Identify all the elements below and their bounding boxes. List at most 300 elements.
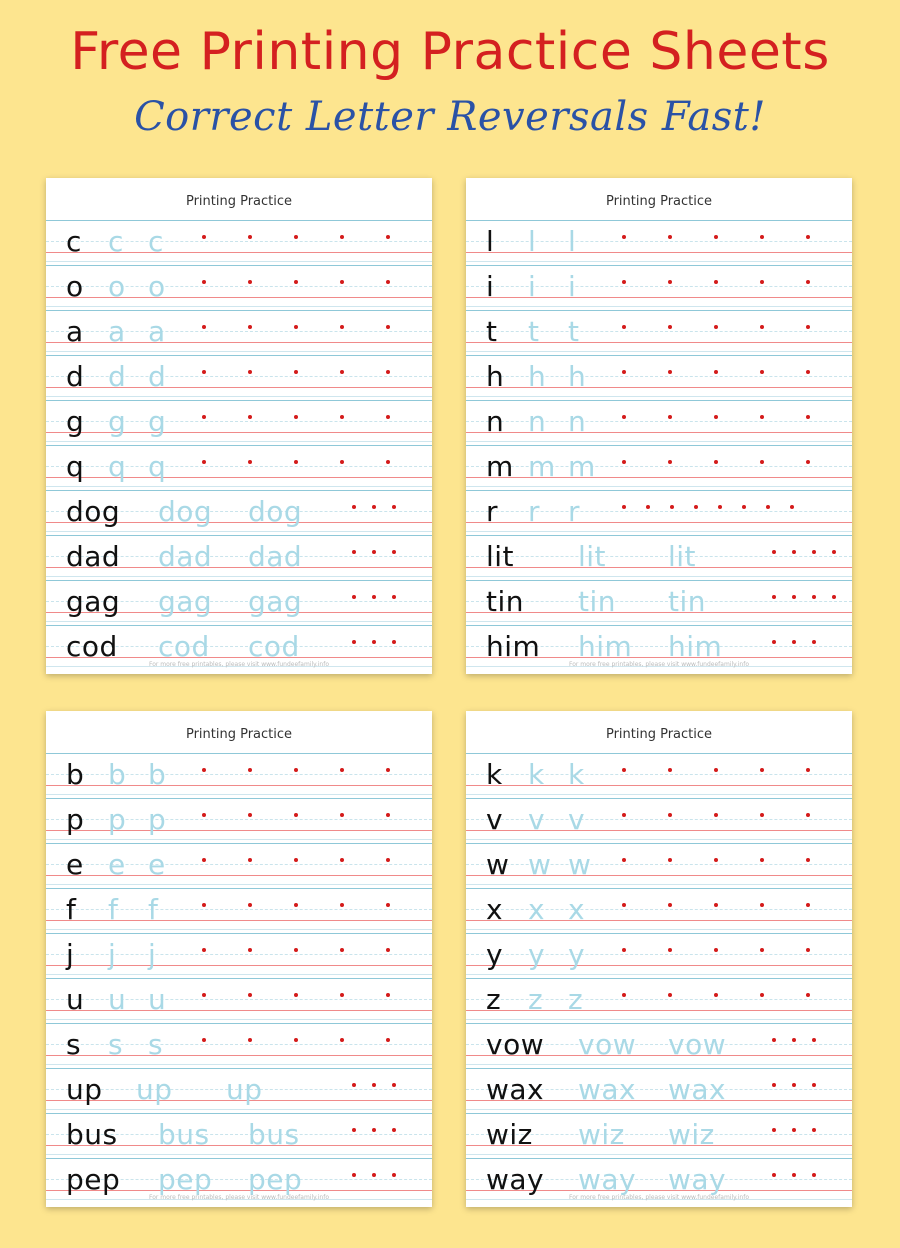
guide-line bbox=[46, 220, 432, 221]
start-dot bbox=[714, 280, 718, 284]
practice-row bbox=[466, 220, 852, 265]
model-letters: t bbox=[486, 315, 498, 348]
practice-row bbox=[466, 310, 852, 355]
guide-line bbox=[46, 241, 432, 242]
start-dot bbox=[248, 325, 252, 329]
trace-letters: p bbox=[108, 803, 127, 836]
practice-sheet bbox=[46, 711, 432, 1207]
start-dot bbox=[772, 1038, 776, 1042]
guide-line bbox=[46, 864, 432, 865]
start-dot bbox=[372, 1083, 376, 1087]
guide-line bbox=[466, 567, 852, 568]
start-dot bbox=[812, 550, 816, 554]
guide-line bbox=[46, 974, 432, 975]
start-dot bbox=[352, 550, 356, 554]
start-dot bbox=[202, 993, 206, 997]
guide-line bbox=[466, 625, 852, 626]
start-dot bbox=[392, 1173, 396, 1177]
start-dot bbox=[622, 370, 626, 374]
practice-row bbox=[46, 978, 432, 1023]
practice-sheet bbox=[466, 711, 852, 1207]
guide-line bbox=[46, 830, 432, 831]
trace-letters: w bbox=[528, 848, 552, 881]
guide-line bbox=[466, 830, 852, 831]
start-dot bbox=[668, 948, 672, 952]
model-letters: dad bbox=[66, 540, 121, 573]
model-letters: up bbox=[66, 1073, 103, 1106]
model-letters: cod bbox=[66, 630, 118, 663]
guide-line bbox=[46, 1055, 432, 1056]
guide-line bbox=[46, 355, 432, 356]
start-dot bbox=[392, 1083, 396, 1087]
guide-line bbox=[466, 774, 852, 775]
trace-letters: i bbox=[568, 270, 577, 303]
start-dot bbox=[352, 595, 356, 599]
guide-line bbox=[466, 1113, 852, 1114]
start-dot bbox=[386, 235, 390, 239]
start-dot bbox=[668, 813, 672, 817]
model-letters: q bbox=[66, 450, 85, 483]
guide-line bbox=[46, 625, 432, 626]
start-dot bbox=[668, 993, 672, 997]
start-dot bbox=[668, 460, 672, 464]
start-dot bbox=[622, 235, 626, 239]
guide-line bbox=[466, 466, 852, 467]
guide-line bbox=[466, 421, 852, 422]
start-dot bbox=[760, 903, 764, 907]
model-letters: y bbox=[486, 938, 504, 971]
start-dot bbox=[760, 858, 764, 862]
start-dot bbox=[392, 640, 396, 644]
start-dot bbox=[372, 640, 376, 644]
start-dot bbox=[202, 768, 206, 772]
guide-line bbox=[466, 241, 852, 242]
start-dot bbox=[340, 325, 344, 329]
model-letters: f bbox=[66, 893, 77, 926]
start-dot bbox=[340, 460, 344, 464]
start-dot bbox=[760, 948, 764, 952]
guide-line bbox=[46, 1158, 432, 1159]
start-dot bbox=[792, 1128, 796, 1132]
start-dot bbox=[248, 370, 252, 374]
guide-line bbox=[466, 387, 852, 388]
start-dot bbox=[622, 460, 626, 464]
start-dot bbox=[792, 640, 796, 644]
model-letters: wiz bbox=[486, 1118, 533, 1151]
start-dot bbox=[248, 903, 252, 907]
guide-line bbox=[466, 576, 852, 577]
start-dot bbox=[294, 768, 298, 772]
start-dot bbox=[248, 1038, 252, 1042]
start-dot bbox=[622, 858, 626, 862]
guide-line bbox=[46, 888, 432, 889]
guide-line bbox=[46, 1064, 432, 1065]
start-dot bbox=[668, 903, 672, 907]
model-letters: s bbox=[66, 1028, 82, 1061]
start-dot bbox=[668, 235, 672, 239]
guide-line bbox=[466, 351, 852, 352]
guide-line bbox=[46, 342, 432, 343]
guide-line bbox=[466, 522, 852, 523]
guide-line bbox=[46, 261, 432, 262]
guide-line bbox=[466, 445, 852, 446]
start-dot bbox=[202, 858, 206, 862]
practice-row bbox=[46, 310, 432, 355]
guide-line bbox=[46, 297, 432, 298]
trace-letters: r bbox=[528, 495, 541, 528]
model-letters: w bbox=[486, 848, 510, 881]
model-letters: d bbox=[66, 360, 85, 393]
trace-letters: b bbox=[108, 758, 127, 791]
start-dot bbox=[668, 280, 672, 284]
start-dot bbox=[340, 768, 344, 772]
guide-line bbox=[46, 286, 432, 287]
guide-line bbox=[466, 1010, 852, 1011]
guide-line bbox=[46, 400, 432, 401]
practice-row bbox=[46, 798, 432, 843]
guide-line bbox=[46, 580, 432, 581]
trace-letters: wax bbox=[668, 1073, 727, 1106]
start-dot bbox=[294, 948, 298, 952]
start-dot bbox=[622, 325, 626, 329]
start-dot bbox=[386, 1038, 390, 1042]
start-dot bbox=[806, 415, 810, 419]
start-dot bbox=[294, 415, 298, 419]
trace-letters: y bbox=[528, 938, 546, 971]
model-letters: c bbox=[66, 225, 82, 258]
guide-line bbox=[466, 1068, 852, 1069]
start-dot bbox=[202, 948, 206, 952]
model-letters: j bbox=[66, 938, 75, 971]
start-dot bbox=[294, 370, 298, 374]
guide-line bbox=[466, 884, 852, 885]
trace-letters: f bbox=[108, 893, 119, 926]
start-dot bbox=[760, 325, 764, 329]
start-dot bbox=[622, 948, 626, 952]
trace-letters: j bbox=[148, 938, 157, 971]
practice-row bbox=[46, 220, 432, 265]
sheet-footer: For more free printables, please visit www.fundeefamily.info bbox=[149, 1194, 329, 1201]
practice-row bbox=[46, 535, 432, 580]
trace-letters: tin bbox=[578, 585, 617, 618]
guide-line bbox=[46, 1109, 432, 1110]
start-dot bbox=[202, 903, 206, 907]
trace-letters: d bbox=[108, 360, 127, 393]
start-dot bbox=[766, 505, 770, 509]
start-dot bbox=[812, 1128, 816, 1132]
start-dot bbox=[248, 280, 252, 284]
guide-line bbox=[46, 839, 432, 840]
practice-row bbox=[466, 400, 852, 445]
model-letters: h bbox=[486, 360, 505, 393]
guide-line bbox=[46, 753, 432, 754]
start-dot bbox=[622, 993, 626, 997]
guide-line bbox=[466, 785, 852, 786]
start-dot bbox=[340, 948, 344, 952]
trace-letters: vow bbox=[668, 1028, 727, 1061]
guide-line bbox=[46, 252, 432, 253]
start-dot bbox=[806, 858, 810, 862]
start-dot bbox=[202, 1038, 206, 1042]
sheet-footer: For more free printables, please visit www.fundeefamily.info bbox=[149, 661, 329, 668]
start-dot bbox=[372, 1128, 376, 1132]
start-dot bbox=[714, 325, 718, 329]
start-dot bbox=[340, 858, 344, 862]
start-dot bbox=[772, 640, 776, 644]
guide-line bbox=[46, 798, 432, 799]
guide-line bbox=[466, 477, 852, 478]
trace-letters: y bbox=[568, 938, 586, 971]
guide-line bbox=[46, 819, 432, 820]
guide-line bbox=[466, 1158, 852, 1159]
guide-line bbox=[466, 954, 852, 955]
guide-line bbox=[466, 753, 852, 754]
start-dot bbox=[352, 1173, 356, 1177]
guide-line bbox=[466, 376, 852, 377]
start-dot bbox=[202, 325, 206, 329]
practice-row bbox=[46, 445, 432, 490]
trace-letters: z bbox=[528, 983, 544, 1016]
trace-letters: him bbox=[578, 630, 633, 663]
start-dot bbox=[340, 280, 344, 284]
guide-line bbox=[466, 929, 852, 930]
trace-letters: l bbox=[568, 225, 577, 258]
start-dot bbox=[668, 768, 672, 772]
start-dot bbox=[248, 235, 252, 239]
start-dot bbox=[392, 550, 396, 554]
guide-line bbox=[46, 265, 432, 266]
model-letters: z bbox=[486, 983, 502, 1016]
start-dot bbox=[668, 370, 672, 374]
model-letters: x bbox=[486, 893, 504, 926]
guide-line bbox=[466, 794, 852, 795]
guide-line bbox=[46, 965, 432, 966]
guide-line bbox=[46, 843, 432, 844]
trace-letters: p bbox=[148, 803, 167, 836]
practice-row bbox=[466, 445, 852, 490]
trace-letters: pep bbox=[248, 1163, 303, 1196]
start-dot bbox=[392, 505, 396, 509]
guide-line bbox=[46, 954, 432, 955]
practice-row bbox=[46, 1113, 432, 1158]
start-dot bbox=[806, 460, 810, 464]
practice-row bbox=[466, 888, 852, 933]
model-letters: n bbox=[486, 405, 505, 438]
start-dot bbox=[806, 325, 810, 329]
trace-letters: q bbox=[108, 450, 127, 483]
model-letters: way bbox=[486, 1163, 545, 1196]
start-dot bbox=[812, 1038, 816, 1042]
start-dot bbox=[812, 595, 816, 599]
model-letters: pep bbox=[66, 1163, 121, 1196]
guide-line bbox=[46, 432, 432, 433]
practice-row bbox=[46, 490, 432, 535]
guide-line bbox=[46, 466, 432, 467]
trace-letters: wiz bbox=[578, 1118, 625, 1151]
guide-line bbox=[46, 785, 432, 786]
start-dot bbox=[294, 1038, 298, 1042]
trace-letters: w bbox=[568, 848, 592, 881]
start-dot bbox=[812, 1173, 816, 1177]
start-dot bbox=[714, 858, 718, 862]
start-dot bbox=[202, 280, 206, 284]
trace-letters: j bbox=[108, 938, 117, 971]
practice-row bbox=[466, 535, 852, 580]
guide-line bbox=[466, 1019, 852, 1020]
guide-line bbox=[46, 1023, 432, 1024]
trace-letters: way bbox=[668, 1163, 727, 1196]
start-dot bbox=[294, 235, 298, 239]
guide-line bbox=[466, 286, 852, 287]
practice-row bbox=[46, 580, 432, 625]
guide-line bbox=[466, 531, 852, 532]
guide-line bbox=[466, 535, 852, 536]
trace-letters: u bbox=[148, 983, 167, 1016]
trace-letters: x bbox=[528, 893, 546, 926]
guide-line bbox=[466, 839, 852, 840]
guide-line bbox=[466, 297, 852, 298]
start-dot bbox=[760, 460, 764, 464]
practice-row bbox=[466, 978, 852, 1023]
trace-letters: cod bbox=[248, 630, 300, 663]
guide-line bbox=[466, 1154, 852, 1155]
guide-line bbox=[46, 387, 432, 388]
start-dot bbox=[386, 370, 390, 374]
model-letters: g bbox=[66, 405, 85, 438]
guide-line bbox=[466, 909, 852, 910]
trace-letters: a bbox=[108, 315, 126, 348]
trace-letters: bus bbox=[248, 1118, 300, 1151]
start-dot bbox=[760, 280, 764, 284]
trace-letters: q bbox=[148, 450, 167, 483]
guide-line bbox=[46, 929, 432, 930]
start-dot bbox=[202, 370, 206, 374]
start-dot bbox=[792, 1173, 796, 1177]
model-letters: k bbox=[486, 758, 503, 791]
start-dot bbox=[294, 325, 298, 329]
start-dot bbox=[790, 505, 794, 509]
start-dot bbox=[622, 813, 626, 817]
model-letters: a bbox=[66, 315, 84, 348]
trace-letters: m bbox=[528, 450, 556, 483]
trace-letters: bus bbox=[158, 1118, 210, 1151]
guide-line bbox=[46, 884, 432, 885]
start-dot bbox=[202, 460, 206, 464]
practice-row bbox=[466, 580, 852, 625]
start-dot bbox=[294, 993, 298, 997]
trace-letters: k bbox=[528, 758, 545, 791]
practice-row bbox=[46, 843, 432, 888]
guide-line bbox=[466, 843, 852, 844]
start-dot bbox=[760, 235, 764, 239]
practice-row bbox=[466, 798, 852, 843]
trace-letters: a bbox=[148, 315, 166, 348]
trace-letters: n bbox=[528, 405, 547, 438]
guide-line bbox=[466, 432, 852, 433]
trace-letters: i bbox=[528, 270, 537, 303]
guide-line bbox=[466, 400, 852, 401]
start-dot bbox=[248, 993, 252, 997]
guide-line bbox=[46, 999, 432, 1000]
start-dot bbox=[806, 813, 810, 817]
start-dot bbox=[340, 1038, 344, 1042]
practice-row bbox=[466, 490, 852, 535]
practice-sheet bbox=[46, 178, 432, 674]
guide-line bbox=[466, 306, 852, 307]
trace-letters: g bbox=[148, 405, 167, 438]
start-dot bbox=[386, 858, 390, 862]
practice-row bbox=[466, 265, 852, 310]
trace-letters: gag bbox=[248, 585, 303, 618]
start-dot bbox=[806, 235, 810, 239]
guide-line bbox=[466, 965, 852, 966]
sheet-header: Printing Practice bbox=[605, 727, 713, 742]
start-dot bbox=[386, 813, 390, 817]
start-dot bbox=[792, 1038, 796, 1042]
start-dot bbox=[714, 460, 718, 464]
start-dot bbox=[694, 505, 698, 509]
trace-letters: up bbox=[136, 1073, 173, 1106]
start-dot bbox=[248, 460, 252, 464]
model-letters: m bbox=[486, 450, 514, 483]
start-dot bbox=[760, 993, 764, 997]
start-dot bbox=[294, 460, 298, 464]
guide-line bbox=[466, 342, 852, 343]
start-dot bbox=[386, 415, 390, 419]
model-letters: him bbox=[486, 630, 541, 663]
model-letters: r bbox=[486, 495, 499, 528]
trace-letters: n bbox=[568, 405, 587, 438]
start-dot bbox=[294, 813, 298, 817]
trace-letters: him bbox=[668, 630, 723, 663]
guide-line bbox=[466, 220, 852, 221]
guide-line bbox=[46, 1068, 432, 1069]
guide-line bbox=[466, 355, 852, 356]
trace-letters: t bbox=[568, 315, 580, 348]
trace-letters: h bbox=[568, 360, 587, 393]
start-dot bbox=[772, 1128, 776, 1132]
trace-letters: c bbox=[148, 225, 164, 258]
trace-letters: dad bbox=[248, 540, 303, 573]
trace-letters: lit bbox=[578, 540, 607, 573]
guide-line bbox=[466, 1064, 852, 1065]
start-dot bbox=[622, 280, 626, 284]
start-dot bbox=[806, 280, 810, 284]
guide-line bbox=[46, 1019, 432, 1020]
guide-line bbox=[466, 511, 852, 512]
start-dot bbox=[760, 370, 764, 374]
trace-letters: e bbox=[148, 848, 166, 881]
trace-letters: v bbox=[568, 803, 586, 836]
trace-letters: x bbox=[568, 893, 586, 926]
model-letters: tin bbox=[486, 585, 525, 618]
start-dot bbox=[806, 993, 810, 997]
guide-line bbox=[466, 310, 852, 311]
trace-letters: d bbox=[148, 360, 167, 393]
trace-letters: g bbox=[108, 405, 127, 438]
start-dot bbox=[340, 903, 344, 907]
guide-line bbox=[46, 396, 432, 397]
start-dot bbox=[646, 505, 650, 509]
practice-row bbox=[46, 753, 432, 798]
start-dot bbox=[386, 768, 390, 772]
start-dot bbox=[248, 768, 252, 772]
model-letters: lit bbox=[486, 540, 515, 573]
guide-line bbox=[466, 933, 852, 934]
start-dot bbox=[372, 505, 376, 509]
start-dot bbox=[202, 235, 206, 239]
trace-letters: o bbox=[148, 270, 166, 303]
